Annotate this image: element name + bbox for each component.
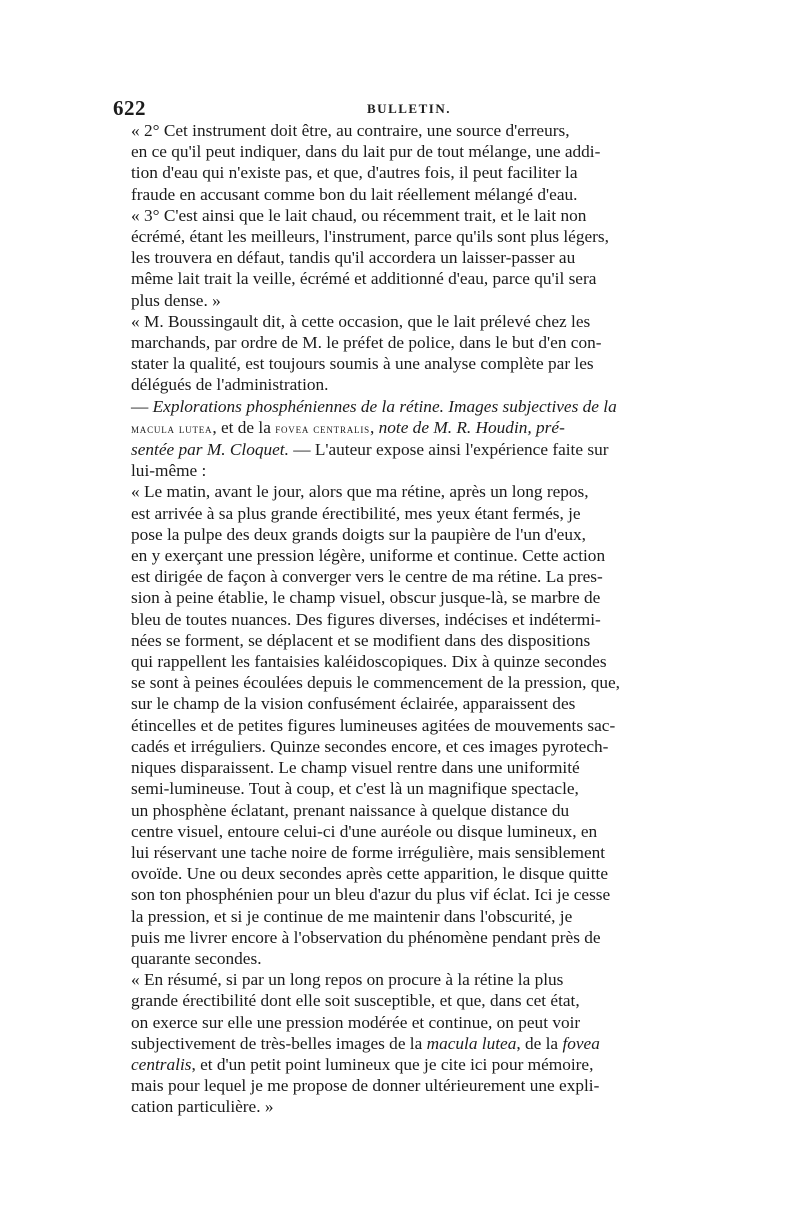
- inline-text: , de la: [516, 1033, 563, 1053]
- text-line: étincelles et de petites figures lumineuses agitées de mouvements sac-: [131, 715, 616, 735]
- inline-text: — L'auteur expose ainsi l'expérience faite sur: [288, 440, 609, 460]
- paragraph: [113, 205, 685, 311]
- inline-text: ,: [369, 417, 379, 437]
- text-line: marchands, par ordre de M. le préfet de police, dans le but d'en con-: [131, 333, 602, 353]
- section-entry: [113, 396, 685, 482]
- text-line: un phosphène éclatant, prenant naissance à quelque distance du: [131, 800, 570, 820]
- small-caps-term: macula lutea: [131, 420, 213, 436]
- text-line: nées se forment, se déplacent et se modifient dans des dispositions: [131, 630, 591, 650]
- section-title: Explorations phosphéniennes de la rétine. Images subjectives de la: [152, 396, 617, 416]
- running-head: BULLETIN.: [367, 101, 451, 116]
- text-line: quarante secondes.: [131, 948, 262, 968]
- text-line: stater la qualité, est toujours soumis à une analyse complète par les: [131, 354, 594, 374]
- text-line: la pression, et si je continue de me maintenir dans l'obscurité, je: [131, 906, 573, 926]
- text-line: « 3° C'est ainsi que le lait chaud, ou récemment trait, et le lait non: [131, 205, 587, 225]
- text-line: en ce qu'il peut indiquer, dans du lait pur de tout mélange, une addi-: [131, 142, 601, 162]
- italic-term: fovea: [562, 1033, 600, 1053]
- text-line: délégués de l'administration.: [131, 375, 329, 395]
- text-line: qui rappellent les fantaisies kaléidoscopiques. Dix à quinze secondes: [131, 652, 607, 672]
- page: [113, 96, 685, 1118]
- paragraph: [113, 481, 685, 969]
- text-line: écrémé, étant les meilleurs, l'instrument, parce qu'ils sont plus légers,: [131, 227, 609, 247]
- page-number: 622: [113, 96, 146, 120]
- text-line: sion à peine établie, le champ visuel, obscur jusque-là, se marbre de: [131, 588, 601, 608]
- paragraph: [113, 311, 685, 396]
- text-line: bleu de toutes nuances. Des figures diverses, indécises et indétermi-: [131, 609, 601, 629]
- inline-text: , et de la: [212, 417, 276, 437]
- text-line: pose la pulpe des deux grands doigts sur la paupière de l'un d'eux,: [131, 524, 586, 544]
- em-dash: —: [131, 396, 153, 416]
- text-line: lui-même :: [131, 461, 207, 481]
- italic-term: macula lutea: [426, 1033, 517, 1053]
- italic-term: centralis: [131, 1054, 192, 1074]
- text-line: son ton phosphénien pour un bleu d'azur du plus vif éclat. Ici je cesse: [131, 885, 611, 905]
- text-line: niques disparaissent. Le champ visuel rentre dans une uniformité: [131, 758, 580, 778]
- text-line: est dirigée de façon à converger vers le centre de ma rétine. La pres-: [131, 567, 603, 587]
- inline-text: , et d'un petit point lumineux que je cite ici pour mémoire,: [191, 1054, 594, 1074]
- text-line: ovoïde. Une ou deux secondes après cette apparition, le disque quitte: [131, 864, 609, 884]
- author-note: note de M. R. Houdin, pré-: [378, 417, 565, 437]
- paragraph: [113, 969, 685, 1117]
- author-note: sentée par M. Cloquet.: [131, 440, 289, 460]
- text-line: plus dense. »: [131, 290, 221, 310]
- text-line: sur le champ de la vision confusément éclairée, apparaissent des: [131, 694, 576, 714]
- inline-text: subjectivement de très-belles images de la: [131, 1033, 427, 1053]
- text-line: se sont à peines écoulées depuis le commencement de la pression, que,: [131, 673, 620, 693]
- body-text: [113, 120, 685, 1118]
- text-line: même lait trait la veille, écrémé et additionné d'eau, parce qu'il sera: [131, 269, 597, 289]
- text-line: on exerce sur elle une pression modérée et continue, on peut voir: [131, 1012, 581, 1032]
- text-line: fraude en accusant comme bon du lait réellement mélangé d'eau.: [131, 184, 578, 204]
- text-line: « 2° Cet instrument doit être, au contraire, une source d'erreurs,: [131, 121, 570, 140]
- page-header: [113, 96, 685, 120]
- text-line: tion d'eau qui n'existe pas, et que, d'autres fois, il peut faciliter la: [131, 163, 578, 183]
- text-line: est arrivée à sa plus grande érectibilité, mes yeux étant fermés, je: [131, 503, 581, 523]
- text-line: [113, 1033, 685, 1054]
- text-line: les trouvera en défaut, tandis qu'il accordera un laisser-passer au: [131, 248, 576, 268]
- text-line: [113, 439, 685, 460]
- text-line: en y exerçant une pression légère, uniforme et continue. Cette action: [131, 546, 606, 566]
- text-line: « Le matin, avant le jour, alors que ma rétine, après un long repos,: [131, 482, 589, 502]
- text-line: lui réservant une tache noire de forme irrégulière, mais sensiblement: [131, 842, 606, 862]
- small-caps-term: fovea centralis: [275, 420, 370, 436]
- text-line: grande érectibilité dont elle soit susceptible, et que, dans cet état,: [131, 991, 580, 1011]
- text-line: mais pour lequel je me propose de donner ultérieurement une expli-: [131, 1076, 600, 1096]
- text-line: cadés et irréguliers. Quinze secondes encore, et ces images pyrotech-: [131, 736, 609, 756]
- text-line: centre visuel, entoure celui-ci d'une auréole ou disque lumineux, en: [131, 821, 598, 841]
- text-line: cation particulière. »: [131, 1097, 274, 1117]
- text-line: puis me livrer encore à l'observation du phénomène pendant près de: [131, 927, 601, 947]
- text-line: « M. Boussingault dit, à cette occasion, que le lait prélevé chez les: [131, 311, 591, 331]
- text-line: [113, 1054, 685, 1075]
- text-line: [113, 417, 685, 439]
- text-line: semi-lumineuse. Tout à coup, et c'est là un magnifique spectacle,: [131, 779, 579, 799]
- text-line: « En résumé, si par un long repos on procure à la rétine la plus: [131, 970, 564, 990]
- text-line: [113, 396, 685, 417]
- paragraph: [113, 120, 685, 205]
